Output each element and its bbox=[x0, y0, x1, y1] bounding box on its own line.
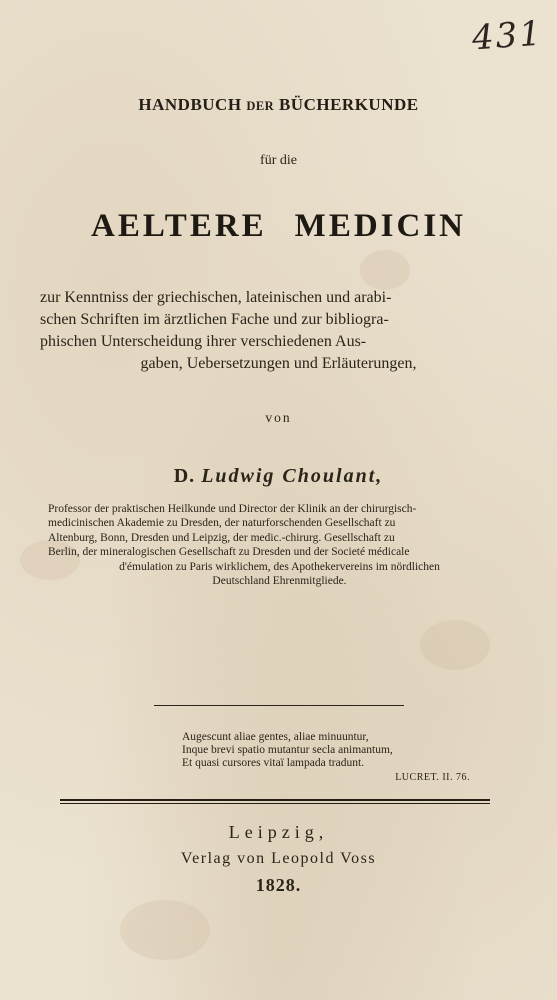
main-title-word2: MEDICIN bbox=[294, 208, 467, 244]
subtitle bbox=[40, 287, 517, 375]
main-title-word1: AELTERE bbox=[90, 208, 267, 244]
subtitle-line: gaben, Uebersetzungen und Erläuterungen, bbox=[140, 355, 417, 372]
title-word-buecherkunde: BÜCHERKUNDE bbox=[278, 95, 419, 114]
foxing-spot bbox=[120, 900, 210, 960]
credentials-line: d'émulation zu Paris wirklichem, des Apothekervereins im nördlichen bbox=[119, 560, 440, 573]
title-word-der: DER bbox=[246, 99, 275, 113]
book-title-line1 bbox=[0, 95, 557, 115]
epigraph-line: Et quasi cursores vitaï lampada tradunt. bbox=[182, 757, 365, 769]
title-word-handbuch: HANDBUCH bbox=[138, 95, 242, 114]
subtitle-line: zur Kenntniss der griechischen, lateinischen und arabi- bbox=[40, 289, 392, 306]
foxing-spot bbox=[420, 620, 490, 670]
credentials-line: Berlin, der mineralogischen Gesellschaft zu Dresden und der Societé médicale bbox=[48, 546, 410, 559]
divider-rule bbox=[154, 705, 404, 706]
credentials-line: Altenburg, Bonn, Dresden und Leipzig, der medic.-chirurg. Gesellschaft zu bbox=[48, 531, 395, 544]
imprint-city: Leipzig, bbox=[228, 822, 329, 842]
author-line bbox=[0, 465, 557, 488]
subtitle-line: schen Schriften im ärztlichen Fache und zur bibliogra- bbox=[40, 311, 389, 328]
imprint-publisher: Verlag von Leopold Voss bbox=[180, 850, 377, 867]
divider-rule-long bbox=[60, 799, 490, 801]
credentials-line: medicinischen Akademie zu Dresden, der naturforschenden Gesellschaft zu bbox=[48, 517, 396, 530]
von-label: von bbox=[265, 410, 292, 425]
fuer-die: für die bbox=[260, 153, 297, 168]
author-prefix: D. bbox=[173, 465, 196, 487]
divider-rule-long-thin bbox=[60, 803, 490, 804]
author-name: Ludwig Choulant, bbox=[201, 465, 384, 487]
epigraph-source: LUCRET. II. 76. bbox=[395, 772, 470, 783]
foxing-spot bbox=[360, 250, 410, 290]
handwritten-shelfmark: 431 bbox=[470, 13, 545, 59]
epigraph bbox=[182, 731, 472, 784]
credentials-line: Deutschland Ehrenmitgliede. bbox=[212, 575, 347, 588]
epigraph-line: Inque brevi spatio mutantur secla animantum, bbox=[182, 744, 393, 756]
epigraph-line: Augescunt aliae gentes, aliae minuuntur, bbox=[182, 731, 369, 743]
main-title bbox=[0, 208, 557, 245]
imprint-year: 1828. bbox=[255, 875, 302, 895]
author-credentials bbox=[48, 502, 511, 588]
credentials-line: Professor der praktischen Heilkunde und Director der Klinik an der chirurgisch- bbox=[48, 503, 417, 515]
subtitle-line: phischen Unterscheidung ihrer verschiedenen Aus- bbox=[40, 333, 367, 350]
